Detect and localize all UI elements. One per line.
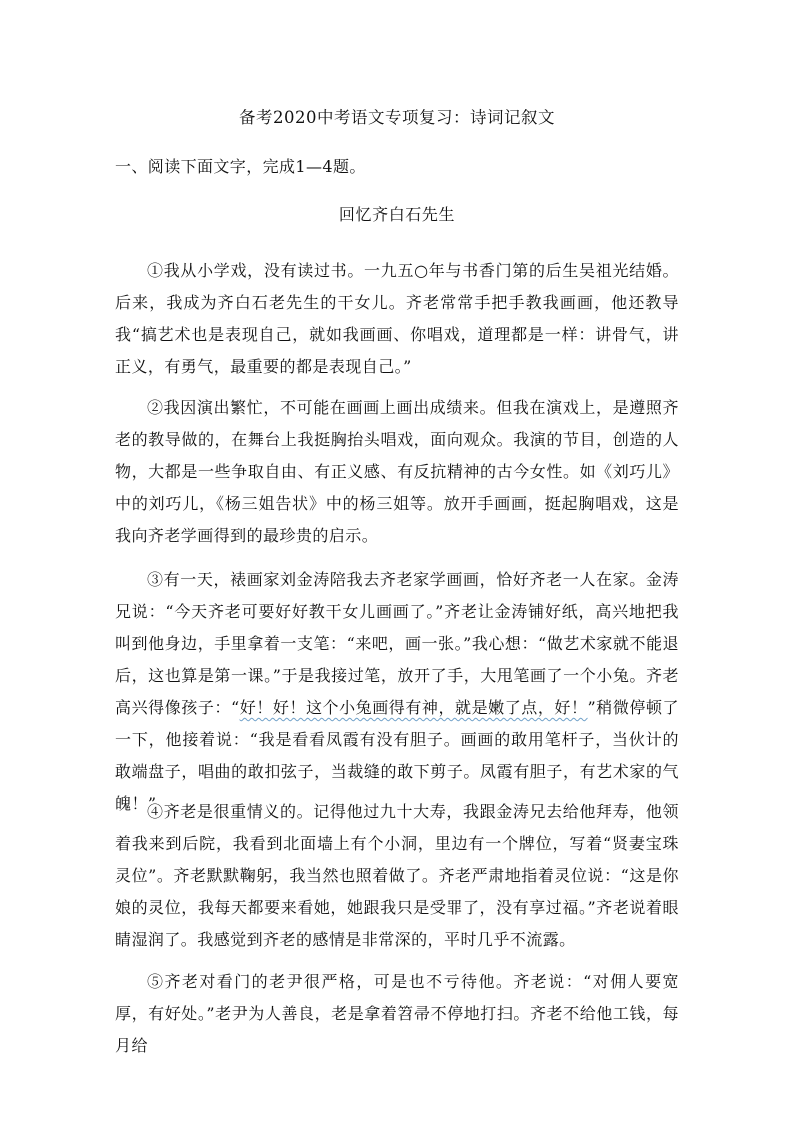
paragraph-3-text-before: ③有一天，裱画家刘金涛陪我去齐老家学画画，恰好齐老一人在家。金涛兄说：“今天齐老可要好好教干女儿画画了。”齐老让金涛铺好纸，高兴地把我叫到他身边，手里拿着一支笔：“来吧，画一张。”我心想：“做艺术家就不能退后，这也算是第一课。”于是我接过笔，放开了手，大甩笔画了一个小兔。齐老高兴得像孩子：“ (115, 570, 679, 717)
article-title: 回忆齐白石先生 (338, 205, 456, 224)
section-heading: 一、阅读下面文字，完成1—4题。 (115, 157, 366, 176)
document-title: 备考2020中考语文专项复习：诗词记叙文 (239, 108, 555, 127)
paragraph-3 (115, 564, 679, 820)
paragraph-3-text-after: ”稍微停顿了一下，他接着说：“我是看看凤霞有没有胆子。画画的敢用笔杆子，当伙计的敢端盘子，唱曲的敢扣弦子，当裁缝的敢下剪子。凤霞有胆子，有艺术家的气魄！” (115, 698, 679, 813)
paragraph-2: ②我因演出繁忙，不可能在画画上画出成绩来。但我在演戏上，是遵照齐老的教导做的，在舞台上我挺胸抬头唱戏，面向观众。我演的节目，创造的人物，大都是一些争取自由、有正义感、有反抗精神的古今女性。如《刘巧儿》中的刘巧儿，《杨三姐告状》中的杨三姐等。放开手画画，挺起胸唱戏，这是我向齐老学画得到的最珍贵的启示。 (115, 398, 679, 545)
paragraph-5: ⑤齐老对看门的老尹很严格，可是也不亏待他。齐老说：“对佣人要宽厚，有好处。”老尹为人善良，老是拿着笤帚不停地打扫。齐老不给他工钱，每月给 (115, 972, 679, 1055)
paragraph-4: ④齐老是很重情义的。记得他过九十大寿，我跟金涛兄去给他拜寿，他领着我来到后院，我看到北面墙上有个小洞，里边有一个牌位，写着“贤妻宝珠灵位”。齐老默默鞠躬，我当然也照着做了。齐老严肃地指着灵位说：“这是你娘的灵位，我每天都要来看她，她跟我只是受罪了，没有享过福。”齐老说着眼睛湿润了。我感觉到齐老的感情是非常深的，平时几乎不流露。 (115, 802, 679, 949)
underlined-quote: 好！好！这个小兔画得有神，就是嫩了点，好！ (239, 698, 588, 717)
paragraph-1: ①我从小学戏，没有读过书。一九五○年与书香门第的后生吴祖光结婚。后来，我成为齐白石老先生的干女儿。齐老常常手把手教我画画，他还教导我“搞艺术也是表现自己，就如我画画、你唱戏，道理都是一样：讲骨气，讲正义，有勇气，最重要的都是表现自己。” (115, 261, 679, 376)
